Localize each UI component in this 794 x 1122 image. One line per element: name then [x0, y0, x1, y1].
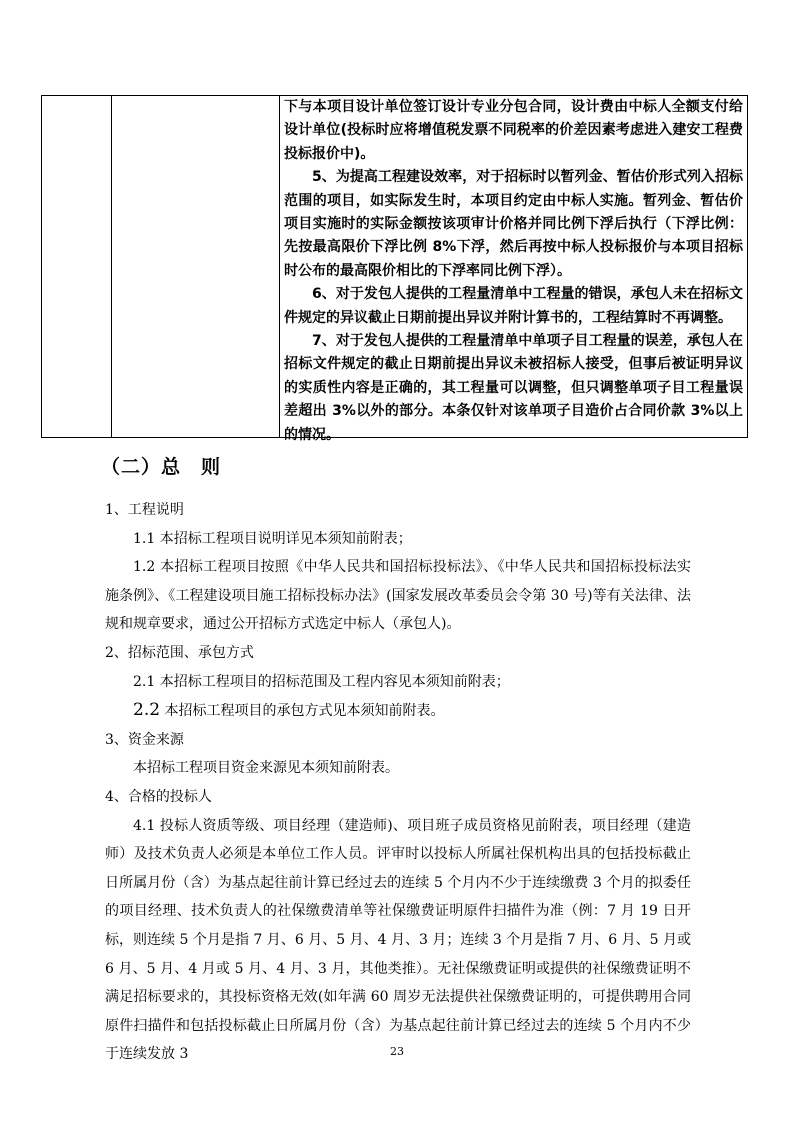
- clause-2-2-text: 本招标工程项目的承包方式见本须知前附表。: [160, 703, 445, 720]
- clause-3-text: 本招标工程项目资金来源见本须知前附表。: [133, 760, 399, 777]
- heading-scope-contract: 2、招标范围、承包方式: [105, 644, 254, 661]
- page-number: 23: [390, 1045, 404, 1058]
- table-item-7: 7、对于发包人提供的工程量清单中单项子目工程量的误差，承包人在招标文件规定的截止日期前提出异议未被招标人接受，但事后被证明异议的实质性内容是正确的，其工程量可以调整，但只调整单项子目工程量误差超出 3%以外的部分。本条仅针对该单项子目造价占合同价款 3%以上的情况。: [284, 333, 743, 443]
- table-continued-text: 下与本项目设计单位签订设计专业分包合同，设计费由中标人全额支付给设计单位(投标时应将增值税发票不同税率的价差因素考虑进入建安工程费投标报价中)。: [284, 99, 743, 162]
- clause-2-2: [105, 696, 691, 726]
- clause-4-1: 4.1 投标人资质等级、项目经理（建造师)、项目班子成员资格见前附表，项目经理（建造师）及技术负责人必须是本单位工作人员。评审时以投标人所属社保机构出具的包括投标截止日所属月份（含）为基点起往前计算已经过去的连续 5 个月内不少于连续缴费 3 个月的拟委任的项目经理、技术负责人的社保缴费清单等社保缴费证明原件扫描件为准（例：7 月 19 日开标，则连续 5 个月是指 7 月、6 月、5 月、4 月、3 月；连续 3 个月是指 7 月、6 月、5 月或 6 月、5 月、4 月或 5 月、4 月、3 月，其他类推）。无社保缴费证明或提供的社保缴费证明不满足招标要求的，其投标资格无效(如年满 60 周岁无法提供社保缴费证明的，可提供聘用合同原件扫描件和包括投标截止日所属月份（含）为基点起往前计算已经过去的连续 5 个月内不少于连续发放 3: [105, 817, 691, 1063]
- table-col-index: [42, 96, 112, 437]
- clause-2-2-number: 2.2: [133, 700, 161, 721]
- requirements-table: [41, 95, 748, 443]
- clause-1-1: 1.1 本招标工程项目说明详见本须知前附表；: [133, 530, 412, 547]
- table-col-content: [280, 96, 747, 443]
- heading-qualified-bidders: 4、合格的投标人: [105, 788, 212, 805]
- heading-project-description: 1、工程说明: [105, 502, 184, 518]
- section-title: （二）总 则: [101, 456, 222, 478]
- clause-2-1: 2.1 本招标工程项目的招标范围及工程内容见本须知前附表；: [133, 673, 510, 690]
- table-item-6: 6、对于发包人提供的工程量清单中工程量的错误，承包人未在招标文件规定的异议截止日期前提出异议并附计算书的，工程结算时不再调整。: [284, 286, 743, 326]
- clause-1-2: 1.2 本招标工程项目按照《中华人民共和国招标投标法》、《中华人民共和国招标投标法实施条例》、《工程建设项目施工招标投标办法》(国家发展改革委员会令第 30 号)等有关法律、法规和规章要求，通过公开招标方式选定中标人（承包人)。: [105, 559, 691, 633]
- table-item-5: 5、为提高工程建设效率，对于招标时以暂列金、暂估价形式列入招标范围的项目，如实际发生时，本项目约定由中标人实施。暂列金、暂估价项目实施时的实际金额按该项审计价格并同比例下浮后执行（下浮比例：先按最高限价下浮比例 8%下浮，然后再按中标人投标报价与本项目招标时公布的最高限价相比的下浮率同比例下浮）。: [284, 169, 743, 279]
- heading-funding-source: 3、资金来源: [105, 731, 184, 748]
- table-col-item: [112, 96, 280, 437]
- general-provisions-body: [105, 496, 691, 1069]
